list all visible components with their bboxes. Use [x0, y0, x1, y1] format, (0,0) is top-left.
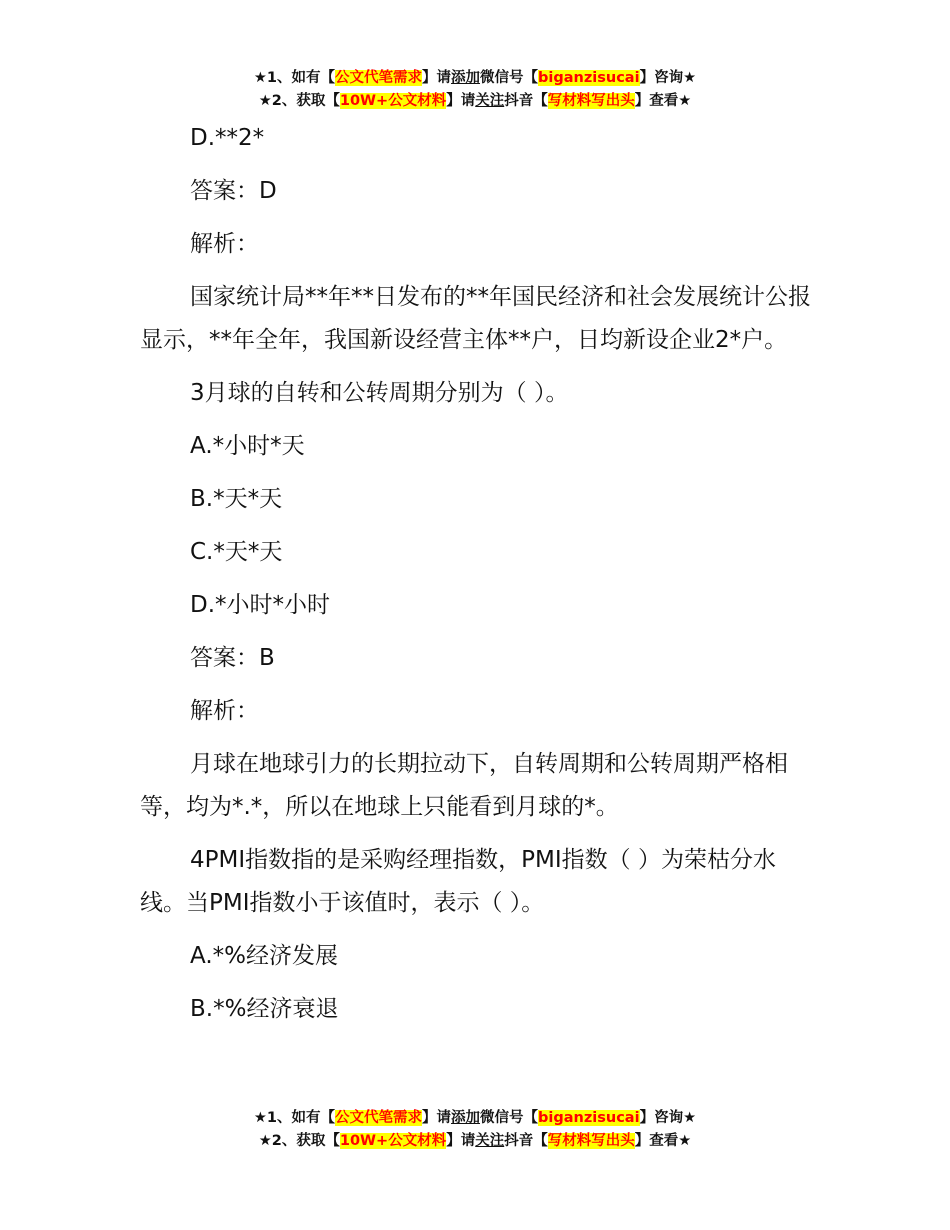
header-text: 】请	[422, 70, 452, 86]
header-text: 】请	[446, 93, 476, 109]
option-d: D.**2*	[190, 125, 265, 151]
question-4: 4PMI指数指的是采购经理指数，PMI指数（ ）为荣枯分水线。当PMI指数小于该值时，表示（ ）。	[140, 847, 776, 916]
header-banner	[0, 67, 950, 113]
header-highlight: 10W+公文材料	[339, 93, 447, 109]
header-highlight: biganzisucai	[538, 70, 640, 86]
header-text: ★2、获取【	[258, 93, 340, 109]
option-a: A.*%经济发展	[190, 943, 338, 969]
option-d: D.*小时*小时	[190, 592, 331, 618]
analysis-label: 解析：	[190, 231, 259, 257]
footer-line-2	[0, 1130, 950, 1153]
answer: 答案：D	[190, 178, 277, 204]
header-text: 】咨询★	[639, 70, 697, 86]
header-line-1	[0, 67, 950, 90]
option-b: B.*%经济衰退	[190, 996, 339, 1022]
footer-banner	[0, 1107, 950, 1153]
header-highlight: 写材料写出头	[547, 93, 635, 109]
analysis-text: 月球在地球引力的长期拉动下，自转周期和公转周期严格相等，均为*.*，所以在地球上只能看到月球的*。	[140, 751, 788, 820]
header-text: 抖音【	[504, 93, 548, 109]
analysis-label: 解析：	[190, 698, 259, 724]
footer-text: 抖音【	[504, 1133, 548, 1149]
header-text: ★1、如有【	[253, 70, 336, 86]
option-b: B.*天*天	[190, 486, 283, 512]
footer-text: 】咨询★	[639, 1110, 697, 1126]
answer: 答案：B	[190, 645, 275, 671]
question-3: 3月球的自转和公转周期分别为（ ）。	[190, 380, 569, 406]
analysis-text: 国家统计局**年**日发布的**年国民经济和社会发展统计公报显示，**年全年，我国新设经营主体**户，日均新设企业2*户。	[140, 284, 811, 353]
footer-highlight: 10W+公文材料	[339, 1133, 447, 1149]
footer-highlight: biganzisucai	[538, 1110, 640, 1126]
document-body	[140, 117, 812, 1041]
footer-underline: 关注	[475, 1133, 505, 1149]
option-a: A.*小时*天	[190, 433, 305, 459]
footer-line-1	[0, 1107, 950, 1130]
footer-text: ★2、获取【	[258, 1133, 340, 1149]
footer-highlight: 公文代笔需求	[335, 1110, 423, 1126]
header-highlight: 公文代笔需求	[335, 70, 423, 86]
footer-text: ★1、如有【	[253, 1110, 336, 1126]
header-text: 微信号【	[480, 70, 539, 86]
option-c: C.*天*天	[190, 539, 283, 565]
header-text: 】查看★	[634, 93, 692, 109]
footer-text: 】请	[422, 1110, 452, 1126]
footer-highlight: 写材料写出头	[547, 1133, 635, 1149]
footer-text: 】请	[446, 1133, 476, 1149]
footer-underline: 添加	[451, 1110, 481, 1126]
footer-text: 】查看★	[634, 1133, 692, 1149]
header-underline: 添加	[451, 70, 481, 86]
footer-text: 微信号【	[480, 1110, 539, 1126]
header-line-2	[0, 90, 950, 113]
header-underline: 关注	[475, 93, 505, 109]
